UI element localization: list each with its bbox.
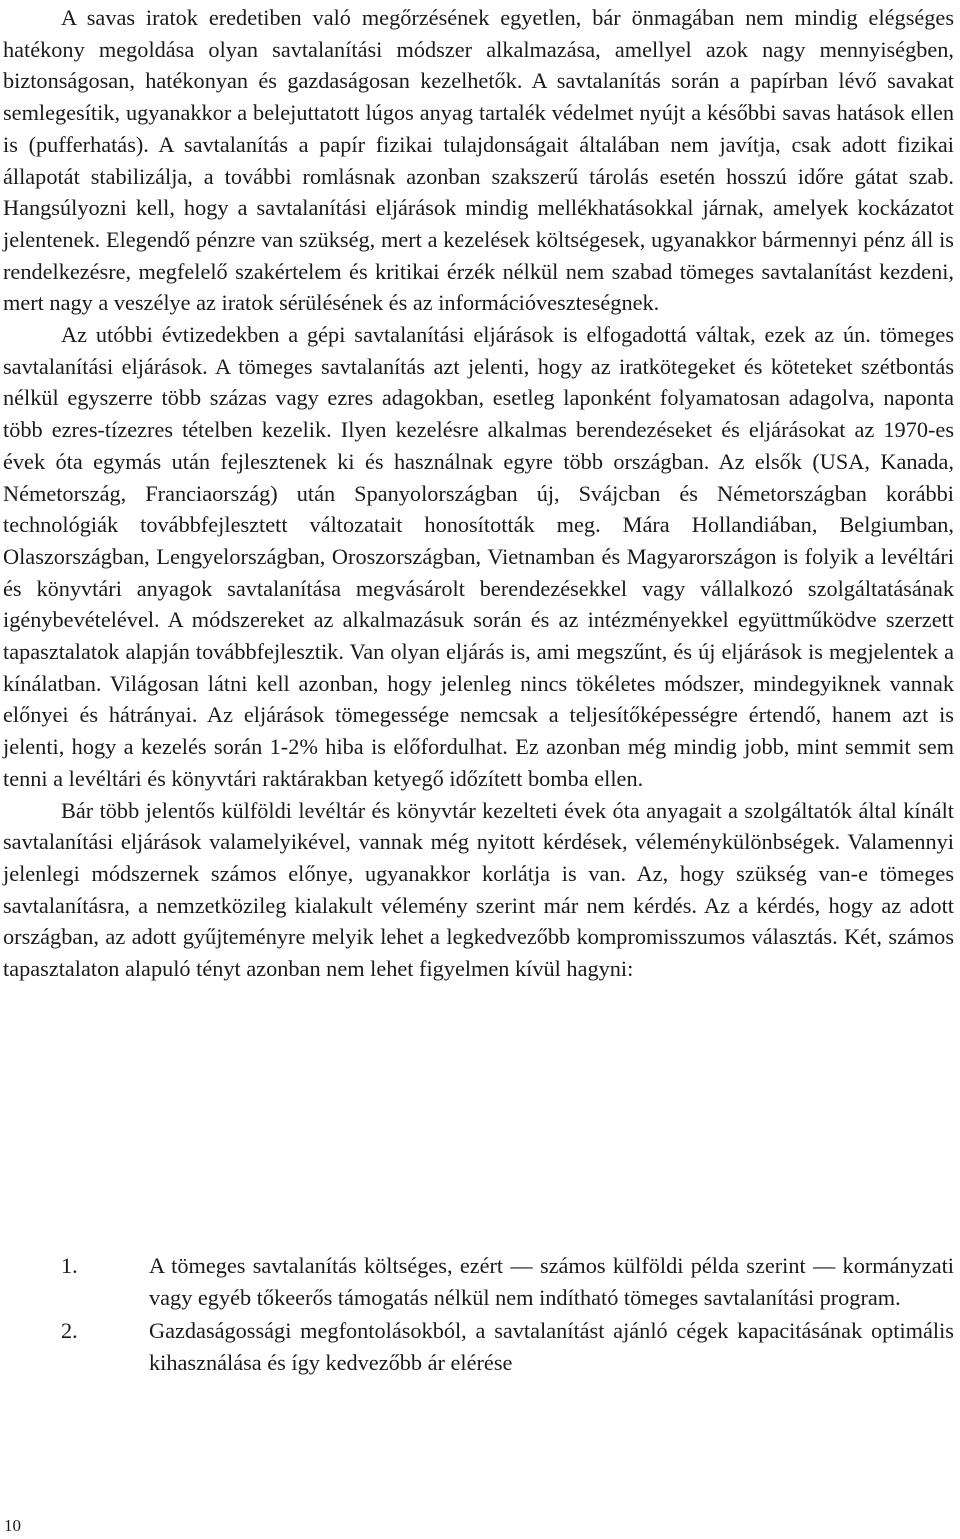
paragraph-3: Bár több jelentős külföldi levéltár és könyvtár kezelteti évek óta anyagait a szolgáltatók által kínált savtalanítási eljárások valamelyikével, vannak még nyitott kérdések, véleménykülönbségek. Valamennyi jelenlegi módszernek számos előnye, ugyanakkor korlátja is van. Az, hogy szükség van-e tömeges savtalanításra, a nemzetközileg kialakult vélemény szerint már nem kérdés. Az a kérdés, hogy az adott országban, az adott gyűjteményre melyik lehet a legkedvezőbb kompromisszumos választás. Két, számos tapasztalaton alapuló tényt azonban nem lehet figyelmen kívül hagyni: (3, 797, 954, 982)
paragraph-1: A savas iratok eredetiben való megőrzésének egyetlen, bár önmagában nem mindig elégséges hatékony megoldása olyan savtalanítási módszer alkalmazása, amellyel azok nagy mennyiségben, biztonságosan, hatékonyan és gazdaságosan kezelhetők. A savtalanítás során a papírban lévő savakat semlegesítik, ugyanakkor a belejuttatott lúgos anyag tartalék védelmet nyújt a későbbi savas hatások ellen is (pufferhatás). A savtalanítás a papír fizikai tulajdonságait általában nem javítja, csak adott fizikai állapotát stabilizálja, a további romlásnak azonban szakszerű tárolás esetén hosszú időre gátat szab. Hangsúlyozni kell, hogy a savtalanítási eljárások mindig mellékhatásokkal járnak, amelyek kockázatot jelentenek. Elegendő pénzre van szükség, mert a kezelések költségesek, ugyanakkor bármennyi pénz áll is rendelkezésre, megfelelő szakértelem és kritikai érzék nélkül nem szabad tömeges savtalanítást kezdeni, mert nagy a veszélye az iratok sérülésének és az információveszteségnek. (3, 5, 954, 316)
list-item-text: A tömeges savtalanítás költséges, ezért — számos külföldi példa szerint — kormányzati vagy egyéb tőkeerős támogatás nélkül nem indítható tömeges savtalanítási program. (149, 1253, 954, 1310)
numbered-list (3, 1250, 954, 1381)
paragraph-2: Az utóbbi évtizedekben a gépi savtalanítási eljárások is elfogadottá váltak, ezek az ún. tömeges savtalanítási eljárások. A tömeges savtalanítás azt jelenti, hogy az iratkötegeket és köteteket szétbontás nélkül egyszerre több százas vagy ezres adagokban, esetleg laponként folyamatosan adagolva, naponta több ezres-tízezres tételben kezelik. Ilyen kezelésre alkalmas berendezéseket és eljárásokat az 1970-es évek óta egymás után fejlesztenek ki és használnak egyre több országban. Az elsők (USA, Kanada, Németország, Franciaország) után Spanyolországban új, Svájcban és Németországban korábbi technológiák továbbfejlesztett változatait honosították meg. Mára Hollandiában, Belgiumban, Olaszországban, Lengyelországban, Oroszországban, Vietnamban és Magyarországon is folyik a levéltári és könyvtári anyagok savtalanítása megvásárolt berendezésekkel vagy vállalkozó szolgáltatásának igénybevételével. A módszereket az alkalmazásuk során és az intézményekkel együttműködve szerzett tapasztalatok alapján továbbfejlesztik. Van olyan eljárás is, ami megszűnt, és új eljárások is megjelentek a kínálatban. Világosan látni kell azonban, hogy jelenleg nincs tökéletes módszer, mindegyiknek vannak előnyei és hátrányai. Az eljárások tömegessége nemcsak a teljesítőképességre értendő, hanem azt is jelenti, hogy a kezelés során 1-2% hiba is előfordulhat. Ez azonban még mindig jobb, mint semmit sem tenni a levéltári és könyvtári raktárakban ketyegő időzített bomba ellen. (3, 322, 954, 791)
page-number: 10 (4, 1516, 21, 1535)
list-item-text: Gazdaságossági megfontolásokból, a savtalanítást ajánló cégek kapacitásának optimális kihasználása és így kedvezőbb ár elérése (149, 1318, 954, 1376)
list-item (3, 1250, 954, 1313)
list-item (3, 1315, 954, 1378)
body-text (3, 2, 954, 985)
list-item-number: 1. (61, 1253, 78, 1278)
list-item-number: 2. (61, 1318, 78, 1344)
